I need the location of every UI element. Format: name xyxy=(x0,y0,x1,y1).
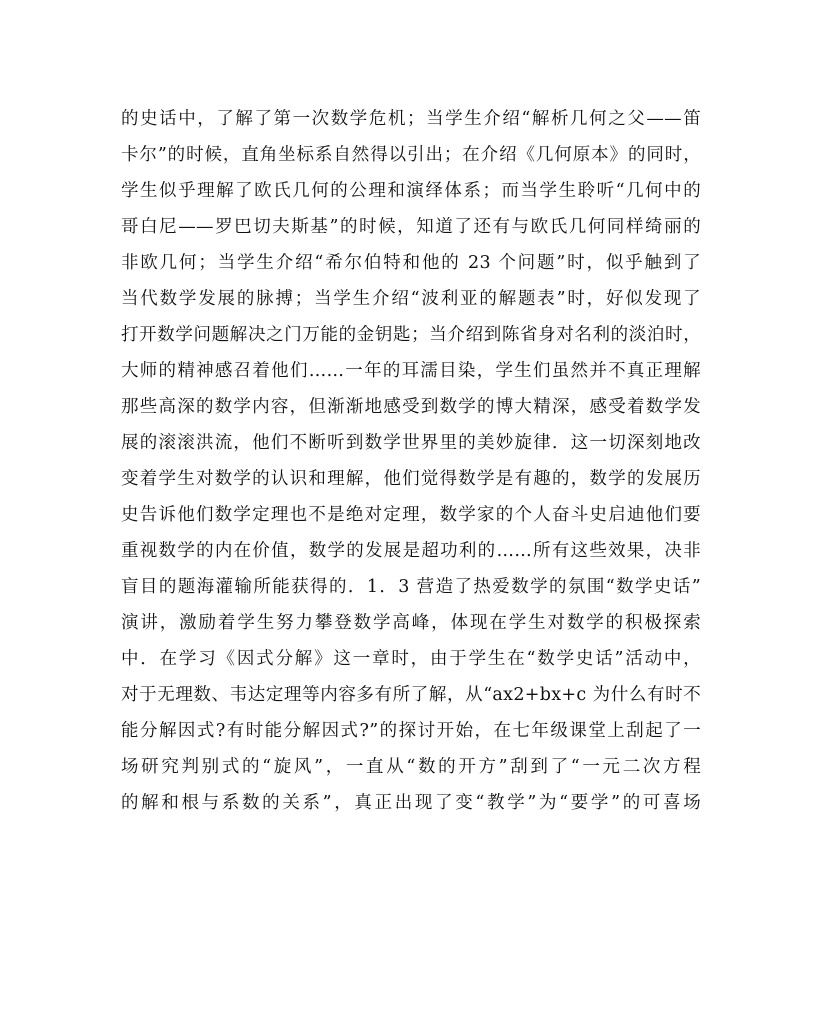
text-line: 打开数学问题解决之门万能的金钥匙；当介绍到陈省身对名利的淡泊时， xyxy=(121,325,701,345)
text-line: 盲目的题海灌输所能获得的．1．3 营造了热爱数学的氛围“数学史话” xyxy=(121,577,701,597)
text-line: 展的滚滚洪流，他们不断听到数学世界里的美妙旋律．这一切深刻地改 xyxy=(121,433,701,453)
text-line: 中．在学习《因式分解》这一章时，由于学生在“数学史话”活动中， xyxy=(121,649,701,669)
text-line: 的解和根与系数的关系”，真正出现了变“教学”为“要学”的可喜场 xyxy=(121,793,701,813)
text-line: 场研究判别式的“旋风”，一直从“数的开方”刮到了“一元二次方程 xyxy=(121,757,701,777)
text-line: 演讲，激励着学生努力攀登数学高峰，体现在学生对数学的积极探索 xyxy=(121,613,701,633)
text-line: 变着学生对数学的认识和理解，他们觉得数学是有趣的，数学的发展历 xyxy=(121,469,701,489)
text-line: 的史话中，了解了第一次数学危机；当学生介绍“解析几何之父——笛 xyxy=(121,109,701,129)
text-line: 能分解因式?有时能分解因式?”的探讨开始，在七年级课堂上刮起了一 xyxy=(121,721,701,741)
text-line: 当代数学发展的脉搏；当学生介绍“波利亚的解题表”时，好似发现了 xyxy=(121,289,701,309)
text-line: 学生似乎理解了欧氏几何的公理和演绎体系；而当学生聆听“几何中的 xyxy=(121,181,701,201)
text-line: 大师的精神感召着他们……一年的耳濡目染，学生们虽然并不真正理解 xyxy=(121,361,701,381)
text-line: 重视数学的内在价值，数学的发展是超功利的……所有这些效果，决非 xyxy=(121,541,701,561)
text-line: 那些高深的数学内容，但渐渐地感受到数学的博大精深，感受着数学发 xyxy=(121,397,701,417)
text-line: 非欧几何；当学生介绍“希尔伯特和他的 23 个问题”时，似乎触到了 xyxy=(121,253,701,273)
text-line: 史告诉他们数学定理也不是绝对定理，数学家的个人奋斗史启迪他们要 xyxy=(121,505,701,525)
body-text xyxy=(121,101,701,821)
text-line: 哥白尼——罗巴切夫斯基”的时候，知道了还有与欧氏几何同样绮丽的 xyxy=(121,217,701,237)
text-line: 对于无理数、韦达定理等内容多有所了解，从“ax2+bx+c 为什么有时不 xyxy=(121,685,701,705)
text-line: 卡尔”的时候，直角坐标系自然得以引出；在介绍《几何原本》的同时， xyxy=(121,145,701,165)
